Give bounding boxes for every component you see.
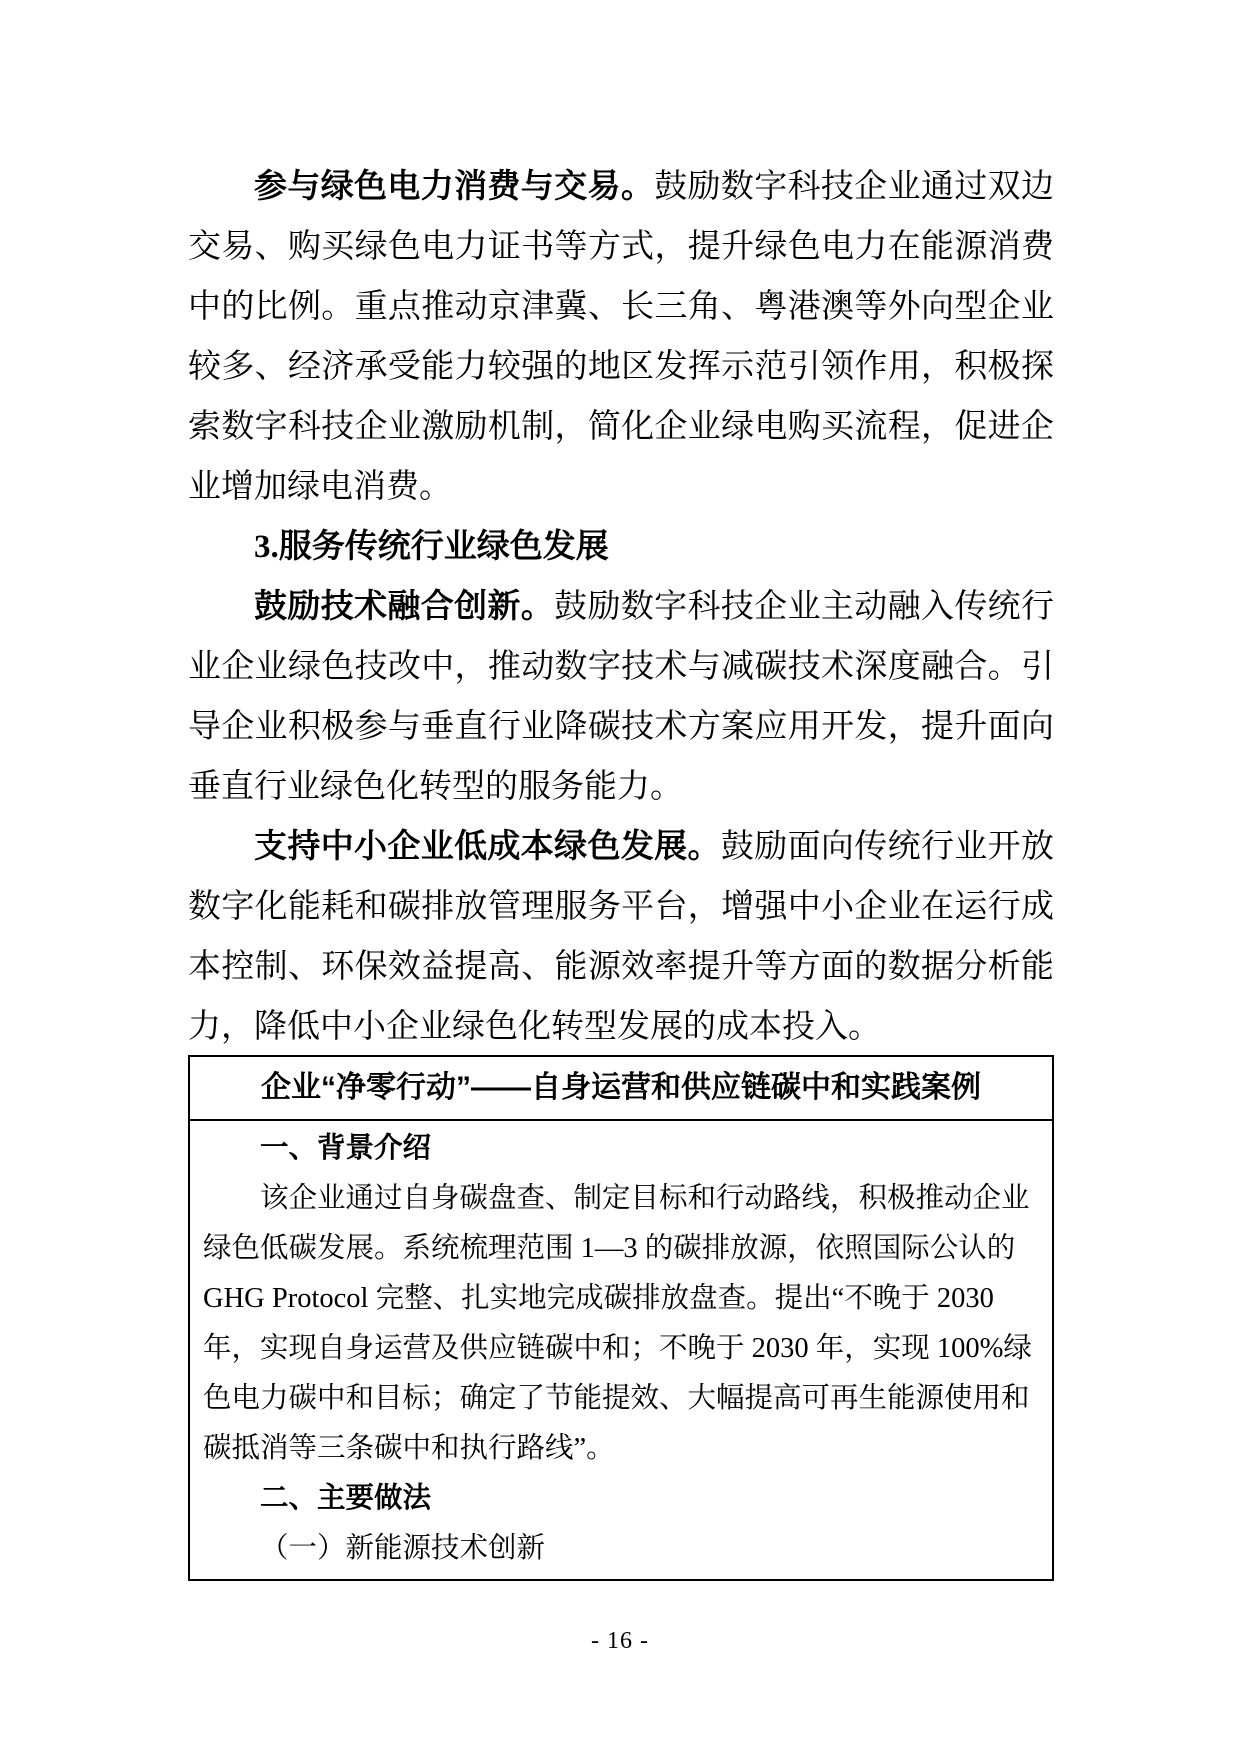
paragraph-3-line-2: 数字化能耗和碳排放管理服务平台，增强中小企业在运行成	[188, 889, 1054, 925]
paragraph-2-line-1-rest: 鼓励数字科技企业主动融入传统行	[554, 589, 1055, 625]
case-section-1-heading: 一、背景介绍	[260, 1133, 432, 1164]
paragraph-3-line-1-rest: 鼓励面向传统行业开放	[720, 829, 1055, 865]
paragraph-3-line-4: 力，降低中小企业绿色化转型发展的成本投入。	[188, 1009, 881, 1045]
paragraph-1-line-3: 中的比例。重点推动京津冀、长三角、粤港澳等外向型企业	[188, 289, 1054, 325]
paragraph-2-line-4: 垂直行业绿色化转型的服务能力。	[188, 769, 683, 805]
case-section-1-line-5: 色电力碳中和目标；确定了节能提效、大幅提高可再生能源使用和	[203, 1383, 1030, 1414]
case-study-box-title: 企业“净零行动”——自身运营和供应链碳中和实践案例	[190, 1057, 1052, 1121]
paragraph-2-line-1	[188, 577, 1054, 637]
paragraph-1-line-6: 业增加绿电消费。	[188, 469, 452, 505]
paragraph-3-line-3: 本控制、环保效益提高、能源效率提升等方面的数据分析能	[188, 949, 1054, 985]
page-number: - 16 -	[591, 1628, 649, 1654]
case-section-1-line-6: 碳抵消等三条碳中和执行路线”。	[203, 1433, 615, 1464]
case-section-1-line-2: 绿色低碳发展。系统梳理范围 1—3 的碳排放源，依照国际公认的	[203, 1233, 1016, 1264]
body-text-block	[188, 157, 1054, 1057]
case-study-box	[188, 1055, 1054, 1581]
section-heading-3: 3.服务传统行业绿色发展	[254, 529, 609, 565]
paragraph-1-lead: 参与绿色电力消费与交易。	[254, 169, 655, 205]
paragraph-3-line-1	[188, 817, 1054, 877]
paragraph-1-line-1-rest: 鼓励数字科技企业通过双边	[654, 169, 1055, 205]
case-section-1-line-1: 该企业通过自身碳盘查、制定目标和行动路线，积极推动企业	[260, 1183, 1030, 1214]
case-section-2-heading: 二、主要做法	[260, 1483, 432, 1514]
case-subsection-1-heading: （一）新能源技术创新	[260, 1533, 546, 1564]
paragraph-2-lead: 鼓励技术融合创新。	[254, 589, 555, 625]
case-study-box-body	[190, 1121, 1052, 1579]
paragraph-1-line-5: 索数字科技企业激励机制，简化企业绿电购买流程，促进企	[188, 409, 1054, 445]
paragraph-1-line-1	[188, 157, 1054, 217]
paragraph-2-line-2: 业企业绿色技改中，推动数字技术与减碳技术深度融合。引	[188, 649, 1054, 685]
case-section-1-line-3: GHG Protocol 完整、扎实地完成碳排放盘查。提出“不晚于 2030	[203, 1283, 994, 1314]
paragraph-3-lead: 支持中小企业低成本绿色发展。	[254, 829, 721, 865]
paragraph-1-line-2: 交易、购买绿色电力证书等方式，提升绿色电力在能源消费	[188, 229, 1054, 265]
paragraph-2-line-3: 导企业积极参与垂直行业降碳技术方案应用开发，提升面向	[188, 709, 1054, 745]
case-section-1-line-4: 年，实现自身运营及供应链碳中和；不晚于 2030 年，实现 100%绿	[203, 1333, 1032, 1364]
paragraph-1-line-4: 较多、经济承受能力较强的地区发挥示范引领作用，积极探	[188, 349, 1054, 385]
